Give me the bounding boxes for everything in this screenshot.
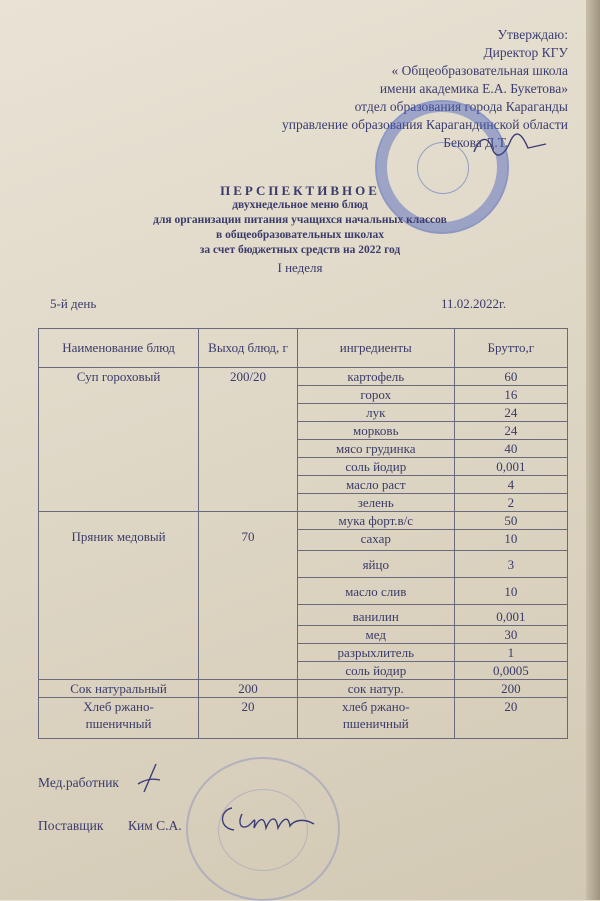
title-line: двухнедельное меню блюд — [232, 199, 368, 211]
ingredient-brutto: 16 — [454, 386, 567, 404]
ingredient-brutto: 40 — [454, 440, 567, 458]
ingredient-brutto: 0,001 — [454, 605, 567, 626]
approval-line: управление образования Карагандинской области — [281, 117, 568, 132]
ingredient-name: морковь — [297, 422, 454, 440]
ingredient-brutto: 0,0005 — [454, 662, 567, 680]
ingredient-brutto: 20 — [454, 698, 567, 739]
title-line: в общеобразовательных школах — [216, 229, 384, 241]
dish-name: Хлеб ржано-пшеничный — [39, 698, 199, 739]
ingredient-brutto: 24 — [454, 404, 567, 422]
ingredient-name: мясо грудинка — [297, 440, 454, 458]
dish-name: Суп гороховый — [39, 368, 199, 512]
ingredient-brutto: 200 — [454, 680, 567, 698]
ingredient-name: сок натур. — [297, 680, 454, 698]
title-heading: ПЕРСПЕКТИВНОЕ — [220, 183, 380, 198]
ingredient-name: мед — [297, 626, 454, 644]
ingredient-name: лук — [297, 404, 454, 422]
ingredient-name: соль йодир — [297, 662, 454, 680]
menu-table — [38, 328, 568, 739]
ingredient-brutto: 50 — [454, 512, 567, 530]
ingredient-brutto: 60 — [454, 368, 567, 386]
supplier-signature — [214, 800, 324, 840]
week-label: I неделя — [277, 260, 323, 275]
ingredient-name: соль йодир — [297, 458, 454, 476]
ingredient-brutto: 2 — [454, 494, 567, 512]
ingredient-name: разрыхлитель — [297, 644, 454, 662]
ingredient-name: горох — [297, 386, 454, 404]
approval-line: Директор КГУ — [483, 45, 568, 60]
ingredient-name: масло слив — [297, 578, 454, 605]
ingredient-brutto: 24 — [454, 422, 567, 440]
title-line: для организации питания учащихся начальных классов — [153, 214, 447, 226]
ingredient-name: масло раст — [297, 476, 454, 494]
table-row — [39, 512, 568, 530]
ingredient-brutto: 4 — [454, 476, 567, 494]
ingredient-brutto: 0,001 — [454, 458, 567, 476]
director-signature — [470, 130, 550, 160]
medic-signature — [134, 762, 164, 802]
ingredient-name: картофель — [297, 368, 454, 386]
header-output: Выход блюд, г — [199, 329, 298, 368]
header-brutto: Брутто,г — [454, 329, 567, 368]
ingredient-brutto: 10 — [454, 530, 567, 551]
ingredient-name: мука форт.в/с — [297, 512, 454, 530]
supplier-label: Поставщик — [38, 818, 104, 833]
table-row — [39, 698, 568, 739]
table-header-row — [39, 329, 568, 368]
dish-name: Пряник медовый — [39, 512, 199, 680]
dish-name: Сок натуральный — [39, 680, 199, 698]
approval-line: Утверждаю: — [497, 27, 568, 42]
ingredient-brutto: 30 — [454, 626, 567, 644]
header-dish: Наименование блюд — [39, 329, 199, 368]
table-row — [39, 368, 568, 386]
dish-output: 200 — [199, 680, 298, 698]
approval-line: имени академика Е.А. Букетова» — [379, 81, 568, 96]
supplier-name: Ким С.А. — [128, 818, 182, 833]
director-name: Бекова Д.Т. — [443, 135, 508, 150]
dish-output: 200/20 — [199, 368, 298, 512]
document-title — [0, 183, 600, 275]
ingredient-name: сахар — [297, 530, 454, 551]
dish-output: 70 — [199, 512, 298, 680]
title-line: за счет бюджетных средств на 2022 год — [199, 244, 401, 256]
ingredient-brutto: 3 — [454, 551, 567, 578]
ingredient-name: зелень — [297, 494, 454, 512]
approval-line: « Общеобразовательная школа — [391, 63, 568, 78]
date-label: 11.02.2022г. — [441, 296, 507, 311]
ingredient-name: ванилин — [297, 605, 454, 626]
medic-label: Мед.работник — [38, 775, 119, 790]
ingredient-brutto: 10 — [454, 578, 567, 605]
day-label: 5-й день — [50, 296, 97, 311]
table-row — [39, 680, 568, 698]
header-ingredients: ингредиенты — [297, 329, 454, 368]
ingredient-name: хлеб ржано-пшеничный — [297, 698, 454, 739]
dish-output: 20 — [199, 698, 298, 739]
ingredient-name: яйцо — [297, 551, 454, 578]
ingredient-brutto: 1 — [454, 644, 567, 662]
paper-edge — [586, 0, 600, 900]
approval-line: отдел образования города Караганды — [354, 99, 568, 114]
